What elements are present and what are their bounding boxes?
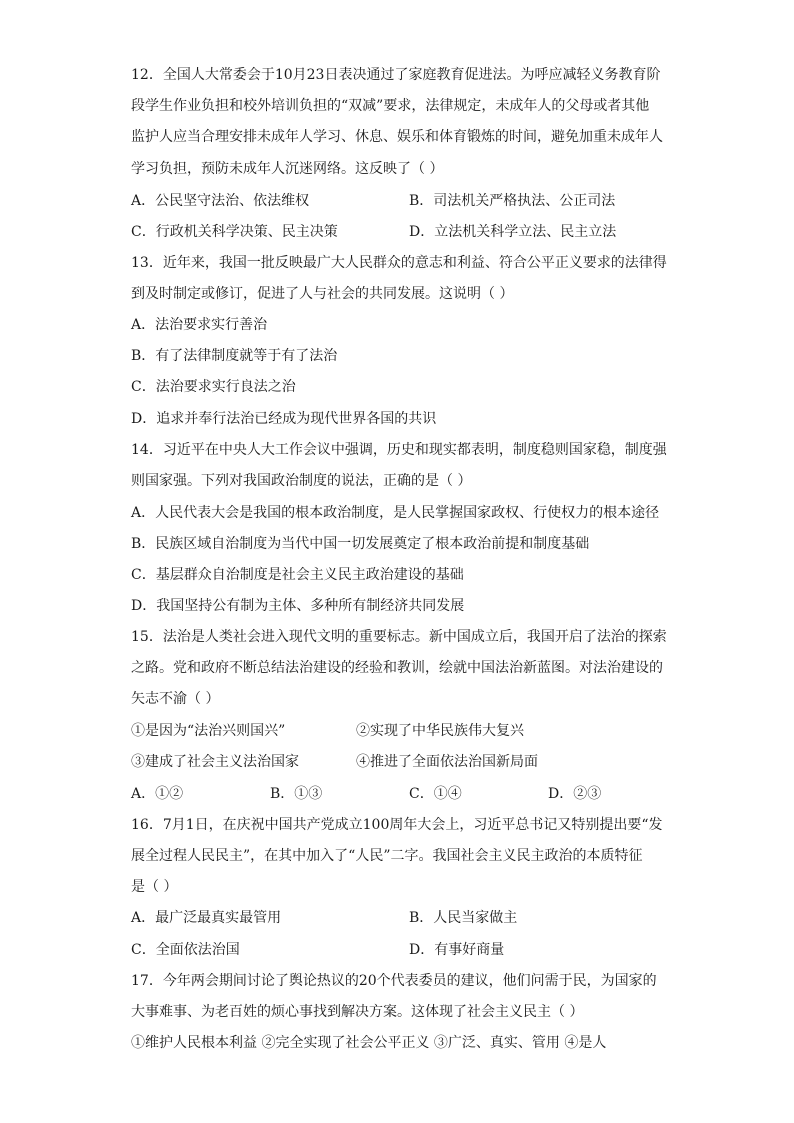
q15-line-3: 矢志不渝（ ） (131, 691, 220, 707)
q16-option-a[interactable]: A．最广泛最真实最管用 (131, 910, 282, 926)
q17-line-2: 大事难事、为老百姓的烦心事找到解决方案。这体现了社会主义民主（ ） (131, 1004, 584, 1020)
q15-item-4: ④推进了全面依法治国新局面 (356, 754, 538, 770)
q16-option-b[interactable]: B．人民当家做主 (409, 910, 518, 926)
q14-option-c[interactable]: C．基层群众自治制度是社会主义民主政治建设的基础 (131, 567, 464, 583)
q12-option-d[interactable]: D．立法机关科学立法、民主立法 (409, 224, 617, 240)
q15-option-d[interactable]: D．②③ (548, 786, 602, 802)
q12-option-a[interactable]: A．公民坚守法治、依法维权 (131, 193, 310, 209)
q14-option-d[interactable]: D．我国坚持公有制为主体、多种所有制经济共同发展 (131, 598, 465, 614)
q14-option-b[interactable]: B．民族区域自治制度为当代中国一切发展奠定了根本政治前提和制度基础 (131, 536, 590, 552)
q12-option-c[interactable]: C．行政机关科学决策、民主决策 (131, 224, 338, 240)
q16-option-c[interactable]: C．全面依法治国 (131, 942, 240, 958)
q12-line-2: 段学生作业负担和校外培训负担的“双减”要求，法律规定，未成年人的父母或者其他 (131, 98, 650, 114)
q13-line-2: 到及时制定或修订，促进了人与社会的共同发展。这说明（ ） (131, 286, 514, 302)
q16-line-3: 是（ ） (131, 879, 178, 895)
q14-line-1: 14．习近平在中央人大工作会议中强调，历史和现实都表明，制度稳则国家稳，制度强 (131, 442, 667, 458)
q12-line-1: 12．全国人大常委会于10月23日表决通过了家庭教育促进法。为呼应减轻义务教育阶 (131, 67, 661, 83)
q15-option-a[interactable]: A．①② (131, 786, 184, 802)
q15-option-b[interactable]: B．①③ (270, 786, 323, 802)
q12-option-b[interactable]: B．司法机关严格执法、公正司法 (409, 193, 616, 209)
q15-line-2: 之路。党和政府不断总结法治建设的经验和教训，绘就中国法治新蓝图。对法治建设的 (131, 660, 663, 676)
q14-option-a[interactable]: A．人民代表大会是我国的根本政治制度，是人民掌握国家政权、行使权力的根本途径 (131, 505, 660, 521)
q13-option-d[interactable]: D．追求并奉行法治已经成为现代世界各国的共识 (131, 411, 437, 427)
q15-line-1: 15．法治是人类社会进入现代文明的重要标志。新中国成立后，我国开启了法治的探索 (131, 629, 667, 645)
q14-line-2: 则国家强。下列对我国政治制度的说法，正确的是（ ） (131, 473, 472, 489)
q17-line-1: 17．今年两会期间讨论了舆论热议的20个代表委员的建议，他们问需于民，为国家的 (131, 973, 657, 989)
q17-line-3: ①维护人民根本利益 ②完全实现了社会公平正义 ③广泛、真实、管用 ④是人 (131, 1035, 607, 1051)
q13-line-1: 13．近年来，我国一批反映最广大人民群众的意志和利益、符合公平正义要求的法律得 (131, 255, 667, 271)
q13-option-b[interactable]: B．有了法律制度就等于有了法治 (131, 348, 338, 364)
q13-option-c[interactable]: C．法治要求实行良法之治 (131, 379, 296, 395)
q16-line-1: 16．7月1日，在庆祝中国共产党成立100周年大会上，习近平总书记又特别提出要“发 (131, 817, 663, 833)
q12-line-4: 学习负担，预防未成年人沉迷网络。这反映了（ ） (131, 161, 444, 177)
q16-line-2: 展全过程人民民主”，在其中加入了“人民”二字。我国社会主义民主政治的本质特征 (131, 848, 643, 864)
q13-option-a[interactable]: A．法治要求实行善治 (131, 317, 268, 333)
q15-item-3: ③建成了社会主义法治国家 (131, 754, 299, 770)
q15-item-1: ①是因为“法治兴则国兴” (131, 723, 286, 739)
q12-line-3: 监护人应当合理安排未成年人学习、休息、娱乐和体育锻炼的时间，避免加重未成年人 (131, 129, 663, 145)
q15-option-c[interactable]: C．①④ (409, 786, 462, 802)
q16-option-d[interactable]: D．有事好商量 (409, 942, 505, 958)
q15-item-2: ②实现了中华民族伟大复兴 (356, 723, 524, 739)
